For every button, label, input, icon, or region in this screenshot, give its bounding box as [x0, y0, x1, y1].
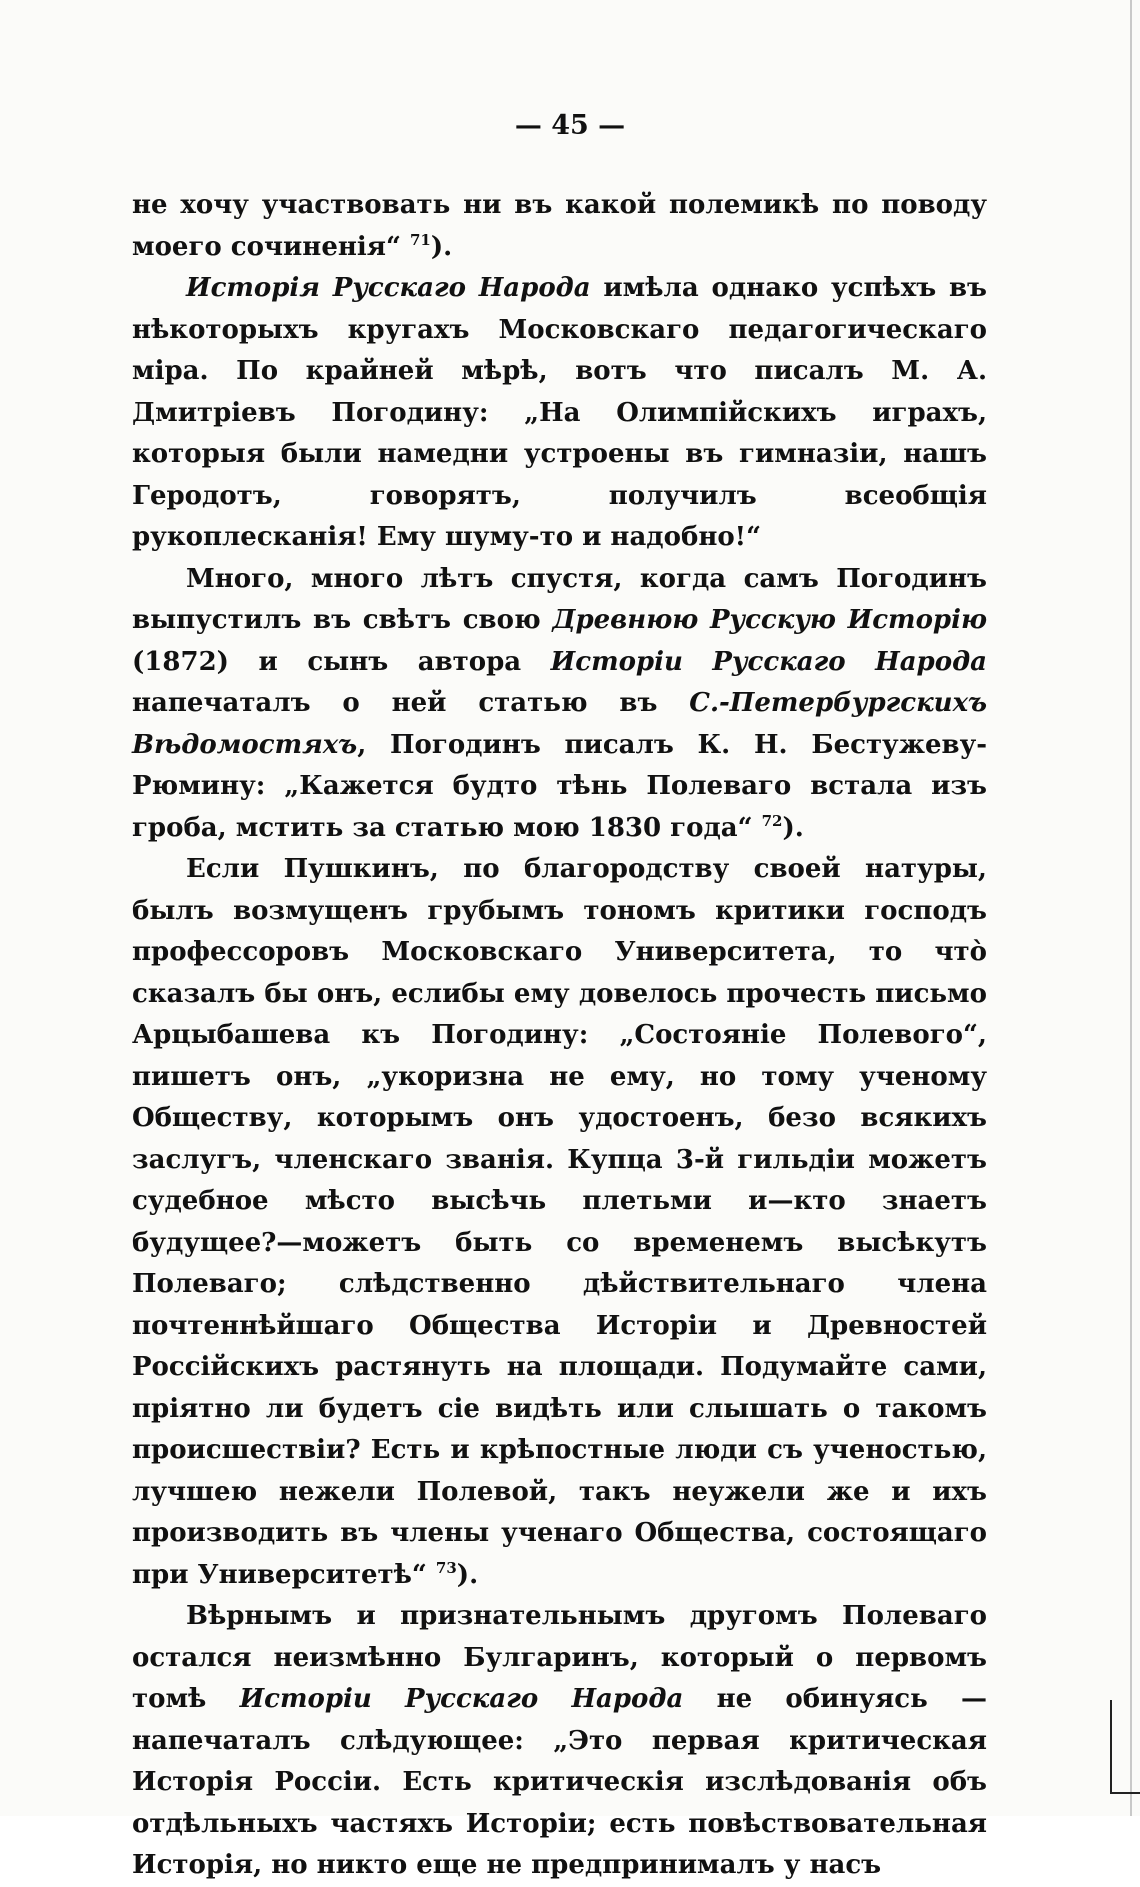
italic-title: Исторіи Русскаго Народа [550, 646, 987, 677]
text-run: ). [456, 1559, 479, 1590]
text-run: напечаталъ о ней статью въ [132, 688, 690, 718]
text-run: не хочу участвовать ни въ какой полемикѣ по поводу моего сочиненія“ [132, 190, 987, 262]
text-run: , Погодинъ писалъ К. Н. Бестужеву-Рюмину: „Кажется будто тѣнь Полеваго встала изъ гроба, мстить за статью мою 1830 года“ [132, 729, 987, 843]
paragraph [132, 185, 987, 268]
paragraph [132, 1596, 987, 1887]
text-run: (1872) и сынъ автора [132, 646, 551, 677]
italic-title: С.-Петербургскихъ Вѣдомостяхъ [132, 688, 987, 760]
italic-title: Древнюю Русскую Исторію [552, 605, 988, 635]
text-run: имѣла однако успѣхъ въ нѣкоторыхъ кругахъ Московскаго педагогическаго міра. По крайней мѣрѣ, вотъ что писалъ М. А. Дмитріевъ Погодину: „На Олимпійскихъ играхъ, которыя были намедни устроены въ гимназіи, нашъ Геродотъ, говорятъ, получилъ всеобщія рукоплесканія! Ему шуму-то и надобно!“ [132, 273, 987, 552]
footnote-ref: 73 [435, 1558, 457, 1577]
text-run: Если Пушкинъ, по благородству своей натуры, былъ возмущенъ грубымъ тономъ критики господъ профессоровъ Московскаго Университета, то чтò сказалъ бы онъ, еслибы ему довелось прочесть письмо Арцыбашева къ Погодину: „Состояніе Полевого“, пишетъ онъ, „укоризна не ему, но тому ученому Обществу, которымъ онъ удостоенъ, безо всякихъ заслугъ, членскаго званія. Купца 3-й гильдіи можетъ судебное мѣсто высѣчь плетьми и—кто знаетъ будущее?—можетъ быть со временемъ высѣкутъ Полеваго; слѣдственно дѣйствительнаго члена почтеннѣйшаго Общества Исторіи и Древностей Россійскихъ растянуть на площади. Подумайте сами, пріятно ли будетъ сіе видѣть или слышать о такомъ происшествіи? Есть и крѣпостные люди съ ученостью, лучшею нежели Полевой, такъ неужели же и ихъ производить въ члены ученаго Общества, состоящаго при Университетѣ“ [132, 854, 987, 1590]
footnote-ref: 71 [409, 230, 431, 249]
page-number: — 45 — [514, 110, 626, 141]
paragraph [132, 268, 987, 559]
body-text [132, 185, 987, 1887]
text-run: ). [430, 231, 453, 262]
page-edge [1130, 0, 1132, 1816]
italic-title: Исторія Русскаго Народа [186, 273, 591, 303]
footnote-ref: 72 [761, 811, 783, 830]
crop-mark [1110, 1792, 1140, 1794]
paragraph [132, 559, 987, 850]
text-run: Вѣрнымъ и признательнымъ другомъ Полеваго остался неизмѣнно Булгаринъ, который о первомъ томѣ [132, 1601, 987, 1714]
italic-title: Исторіи Русскаго Народа [239, 1684, 684, 1714]
text-run: ). [782, 812, 804, 843]
text-run: Много, много лѣтъ спустя, когда самъ Погодинъ выпустилъ въ свѣтъ свою [132, 563, 987, 635]
crop-mark [1110, 1700, 1112, 1794]
text-run: не обинуясь — напечаталъ слѣдующее: „Это первая критическая Исторія Россіи. Есть критическія изслѣдованія объ отдѣльныхъ частяхъ Исторіи; есть повѣствовательная Исторія, но никто еще не предпринималъ у насъ [132, 1684, 987, 1880]
paragraph [132, 849, 987, 1596]
